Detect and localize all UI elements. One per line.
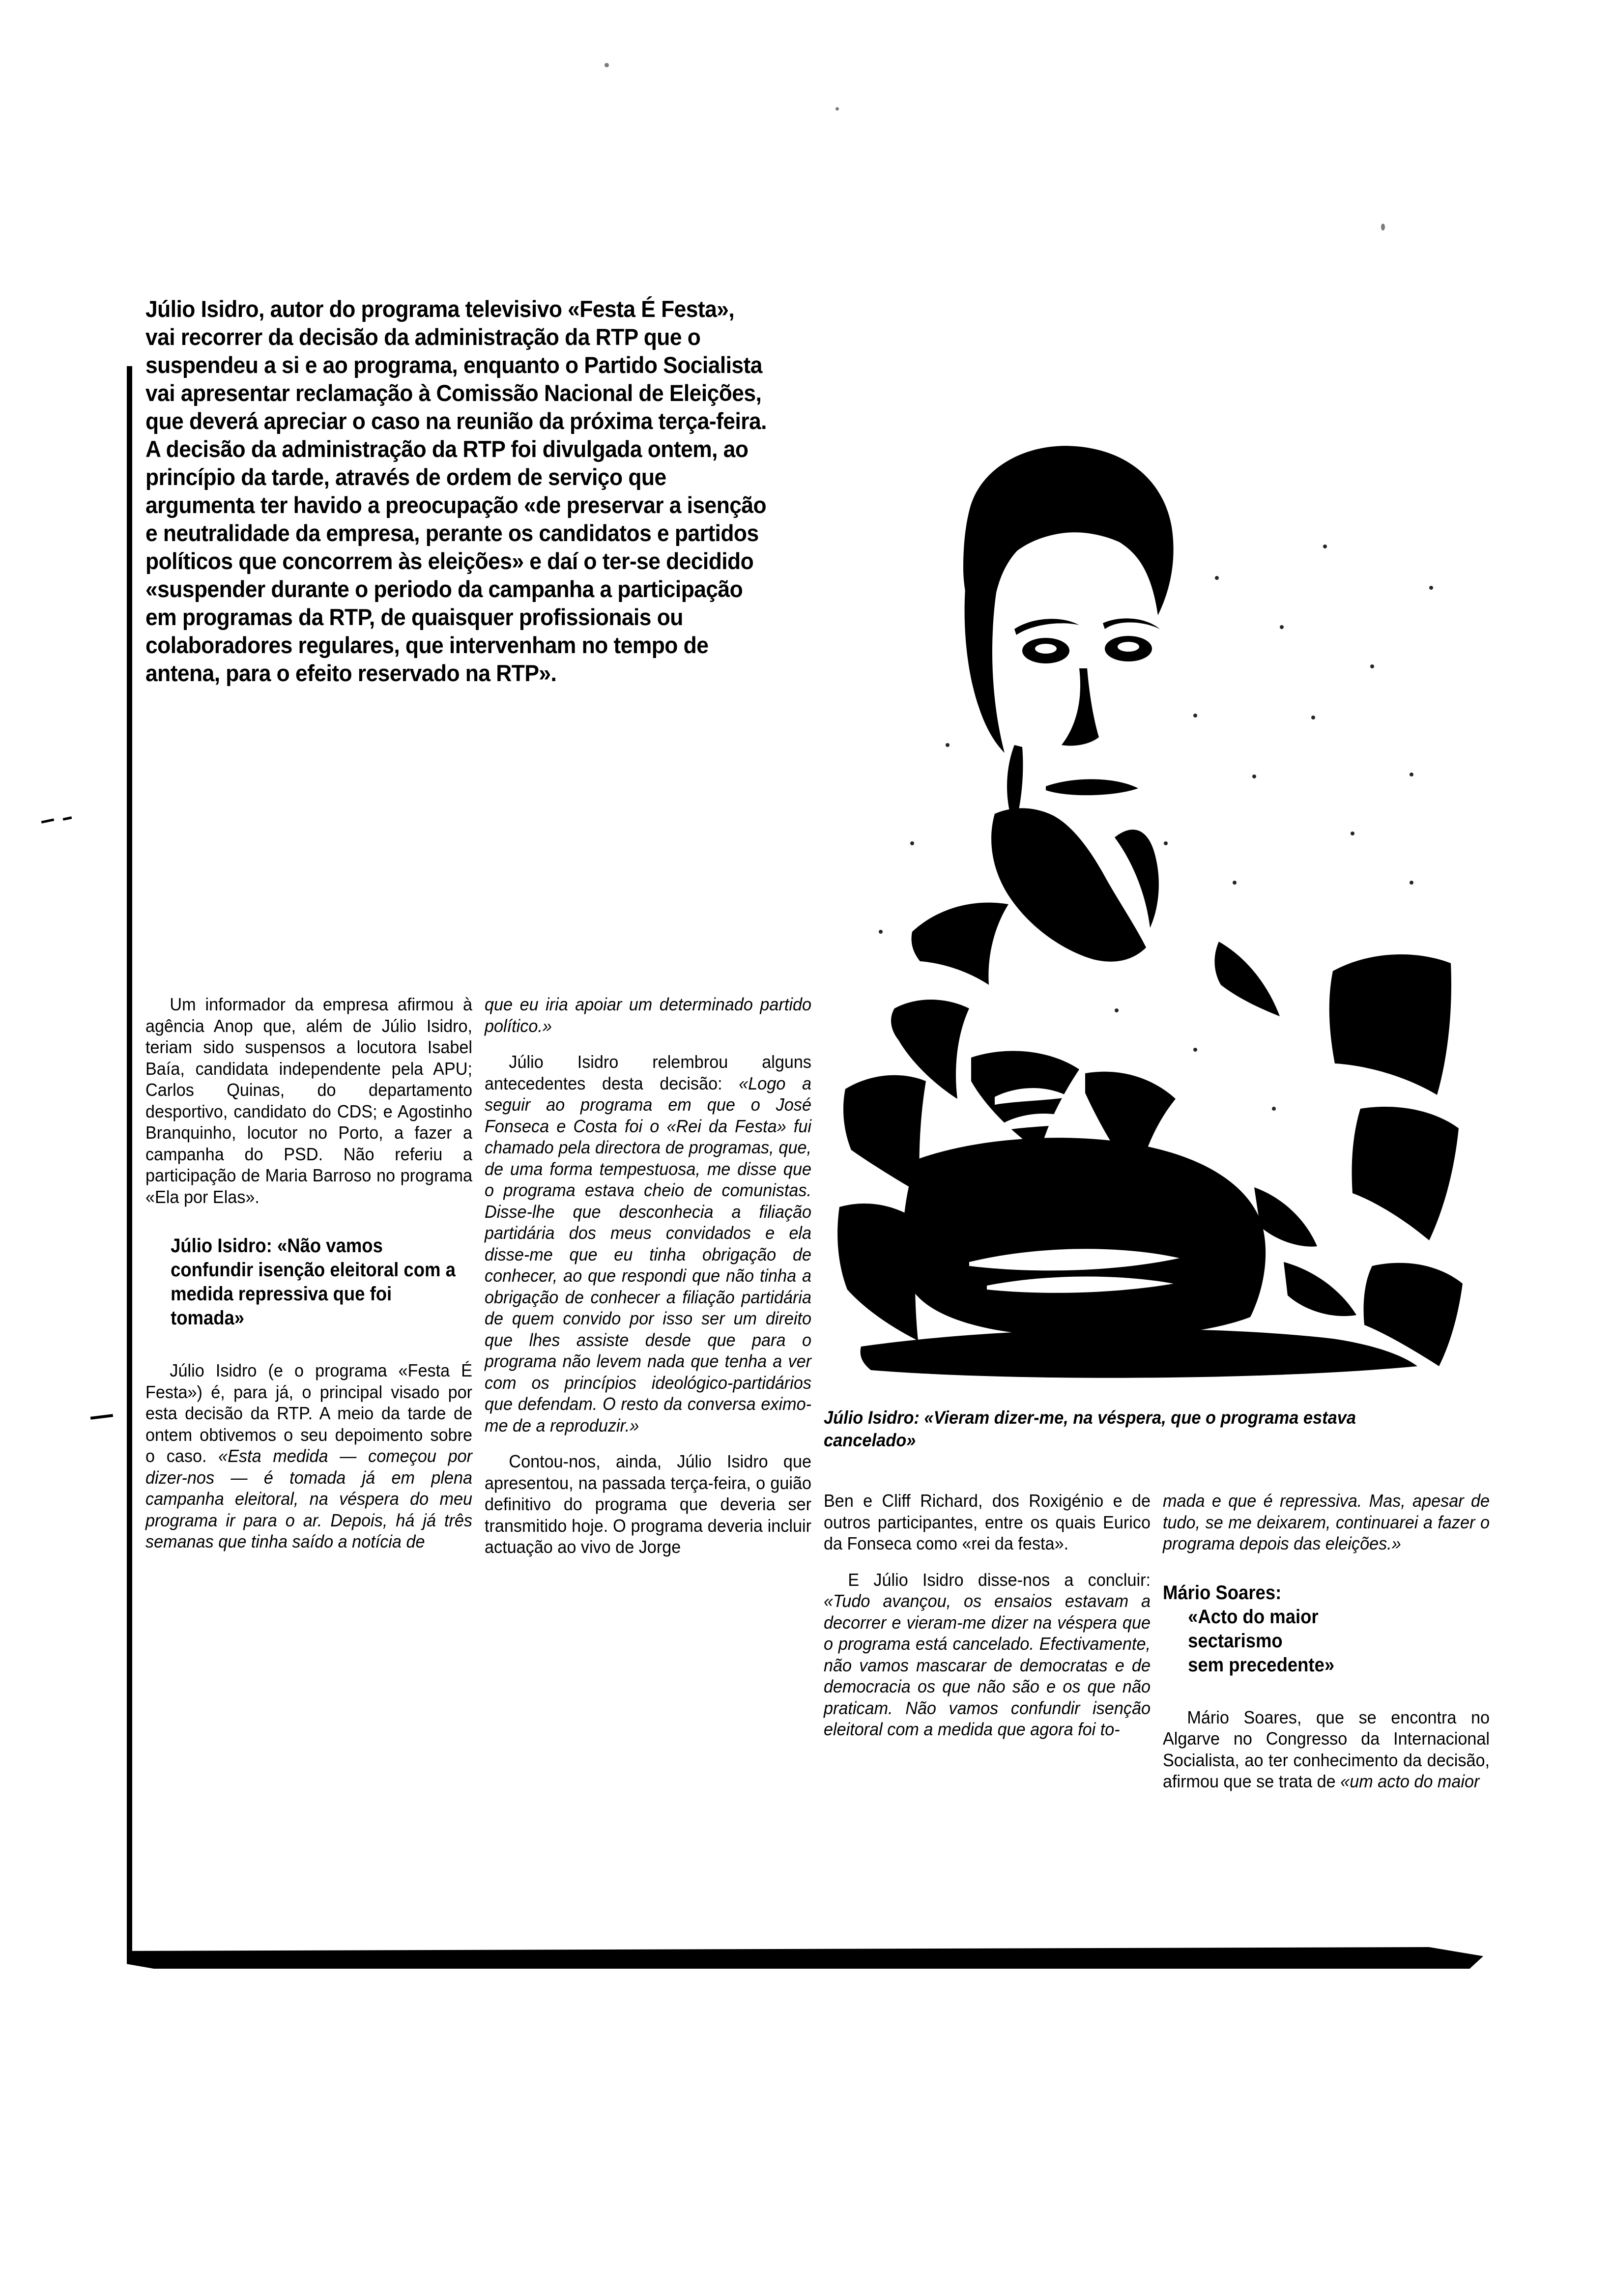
article-lead-text: Júlio Isidro, autor do programa televisivo «Festa É Festa», vai recorrer da decisão da administração da RTP que o suspendeu a si e ao programa, enquanto o Partido Socialista vai apresentar reclamação à Comissão Nacional de Eleições, que deverá apreciar o caso na reunião da próxima terça-feira. A decisão da administração da RTP foi divulgada ontem, ao princípio da tarde, através de ordem de serviço que argumenta ter havido a preocupação «de preservar a isenção e neutralidade da empresa, perante os candidatos e partidos políticos que concorrem às eleições» e daí o ter-se decidido «suspender durante o periodo da campanha a participação em programas da RTP, de quaisquer profissionais ou colaboradores regulares, que intervenham no tempo de antena, para o efeito reservado na RTP». — [145, 296, 767, 686]
subhead-line: sem precedente» — [1188, 1654, 1335, 1676]
paragraph-quote: «Logo a seguir ao programa em que o José Fonseca e Costa foi o «Rei da Festa» fui chamado pela directora de programas, que, de uma forma tempestuosa, me disse que o programa estava cheio de comunistas. Disse-lhe que desconhecia a filiação partidária dos meus convidados e ela disse-me que eu tinha obrigação de conhecer, ao que respondi que não tinha a obrigação de conhecer a filiação partidária de quem convido por isso ser um direito que lhes assiste desde que para o programa não levem nada que tenha a ver com os princípios ideológico-partidários que defendam. O resto da conversa eximo-me de a reproduzir.» — [485, 1073, 811, 1435]
paragraph — [145, 1360, 472, 1552]
scan-edge-mark — [41, 818, 54, 823]
quote-continuation: mada e que é repressiva. Mas, apesar de tudo, se me deixarem, continuarei a fazer o programa depois das eleições.» — [1163, 1491, 1490, 1553]
quote-continuation: que eu iria apoiar um determinado partido político.» — [485, 994, 811, 1036]
body-column-4 — [1163, 1490, 1490, 1792]
paragraph-intro: Júlio Isidro (e o programa «Festa É Festa») é, para já, o principal visado por esta decisão da RTP. A meio da tarde de ontem obtivemos o seu depoimento sobre o caso. — [145, 1360, 472, 1466]
paragraph-intro: E Júlio Isidro disse-nos a concluir: — [848, 1569, 1151, 1590]
subhead-line: Mário Soares: — [1163, 1581, 1282, 1604]
paragraph: Contou-nos, ainda, Júlio Isidro que apresentou, na passada terça-feira, o guião definitivo do programa que deveria ser transmitido hoje. O programa deveria incluir actuação ao vivo de Jorge — [485, 1451, 811, 1557]
subhead-line: sectarismo — [1188, 1630, 1283, 1652]
portrait-illustration — [822, 421, 1470, 1384]
article-left-rule — [127, 366, 132, 1961]
paragraph-continuation: Ben e Cliff Richard, dos Roxigénio e de outros participantes, entre os quais Eurico da Fonseca como «rei da festa». — [824, 1491, 1151, 1553]
paragraph-continuation — [485, 994, 811, 1036]
subhead-mario-soares — [1163, 1581, 1476, 1677]
paragraph-intro: Mário Soares, que se encontra no Algarve no Congresso da Internacional Socialista, ao ter conhecimento da decisão, afirmou que se trata de — [1163, 1707, 1490, 1791]
subhead-line: «Acto do maior — [1188, 1606, 1319, 1628]
paragraph-quote: «um acto do maior — [1340, 1771, 1480, 1791]
photo-halftone — [822, 421, 1470, 1384]
article-bottom-rule — [127, 1947, 1483, 1969]
scan-edge-mark — [90, 1414, 113, 1420]
paragraph — [485, 1051, 811, 1436]
scan-speck — [1381, 224, 1385, 230]
photo-caption: Júlio Isidro: «Vieram dizer-me, na véspera, que o programa estava cancelado» — [824, 1407, 1356, 1450]
paragraph-continuation — [1163, 1490, 1490, 1554]
subhead-text: Júlio Isidro: «Não vamos confundir isenção eleitoral com a medida repressiva que foi tomada» — [171, 1235, 456, 1329]
scan-speck — [604, 63, 609, 67]
article-lead — [145, 295, 768, 687]
scan-speck — [835, 107, 839, 111]
paragraph — [1163, 1707, 1490, 1792]
body-column-2 — [485, 994, 811, 1558]
subhead-julio-isidro — [145, 1234, 459, 1330]
body-column-1 — [145, 994, 472, 1552]
paragraph-quote: «Esta medida — começou por dizer-nos — é tomada já em plena campanha eleitoral, na véspera do meu programa ir para o ar. Depois, há já três semanas que tinha saído a notícia de — [145, 1446, 472, 1551]
paragraph: Um informador da empresa afirmou à agência Anop que, além de Júlio Isidro, teriam sido suspensos a locutora Isabel Baía, candidata independente pela APU; Carlos Quinas, do departamento desportivo, candidato do CDS; e Agostinho Branquinho, locutor no Porto, a fazer a campanha do PSD. Não referiu a participação de Maria Barroso no programa «Ela por Elas». — [145, 994, 472, 1207]
paragraph-quote: «Tudo avançou, os ensaios estavam a decorrer e vieram-me dizer na véspera que o programa está cancelado. Efectivamente, não vamos mascarar de democratas e de democracia os que não são e os que não praticam. Não vamos confundir isenção eleitoral com a medida que agora foi to- — [824, 1591, 1151, 1739]
scan-edge-mark — [63, 816, 72, 821]
paragraph — [824, 1569, 1151, 1740]
paragraph-intro: Júlio Isidro relembrou alguns antecedentes desta decisão: — [485, 1052, 811, 1093]
body-column-3 — [824, 1490, 1151, 1740]
article-photo — [822, 421, 1470, 1384]
